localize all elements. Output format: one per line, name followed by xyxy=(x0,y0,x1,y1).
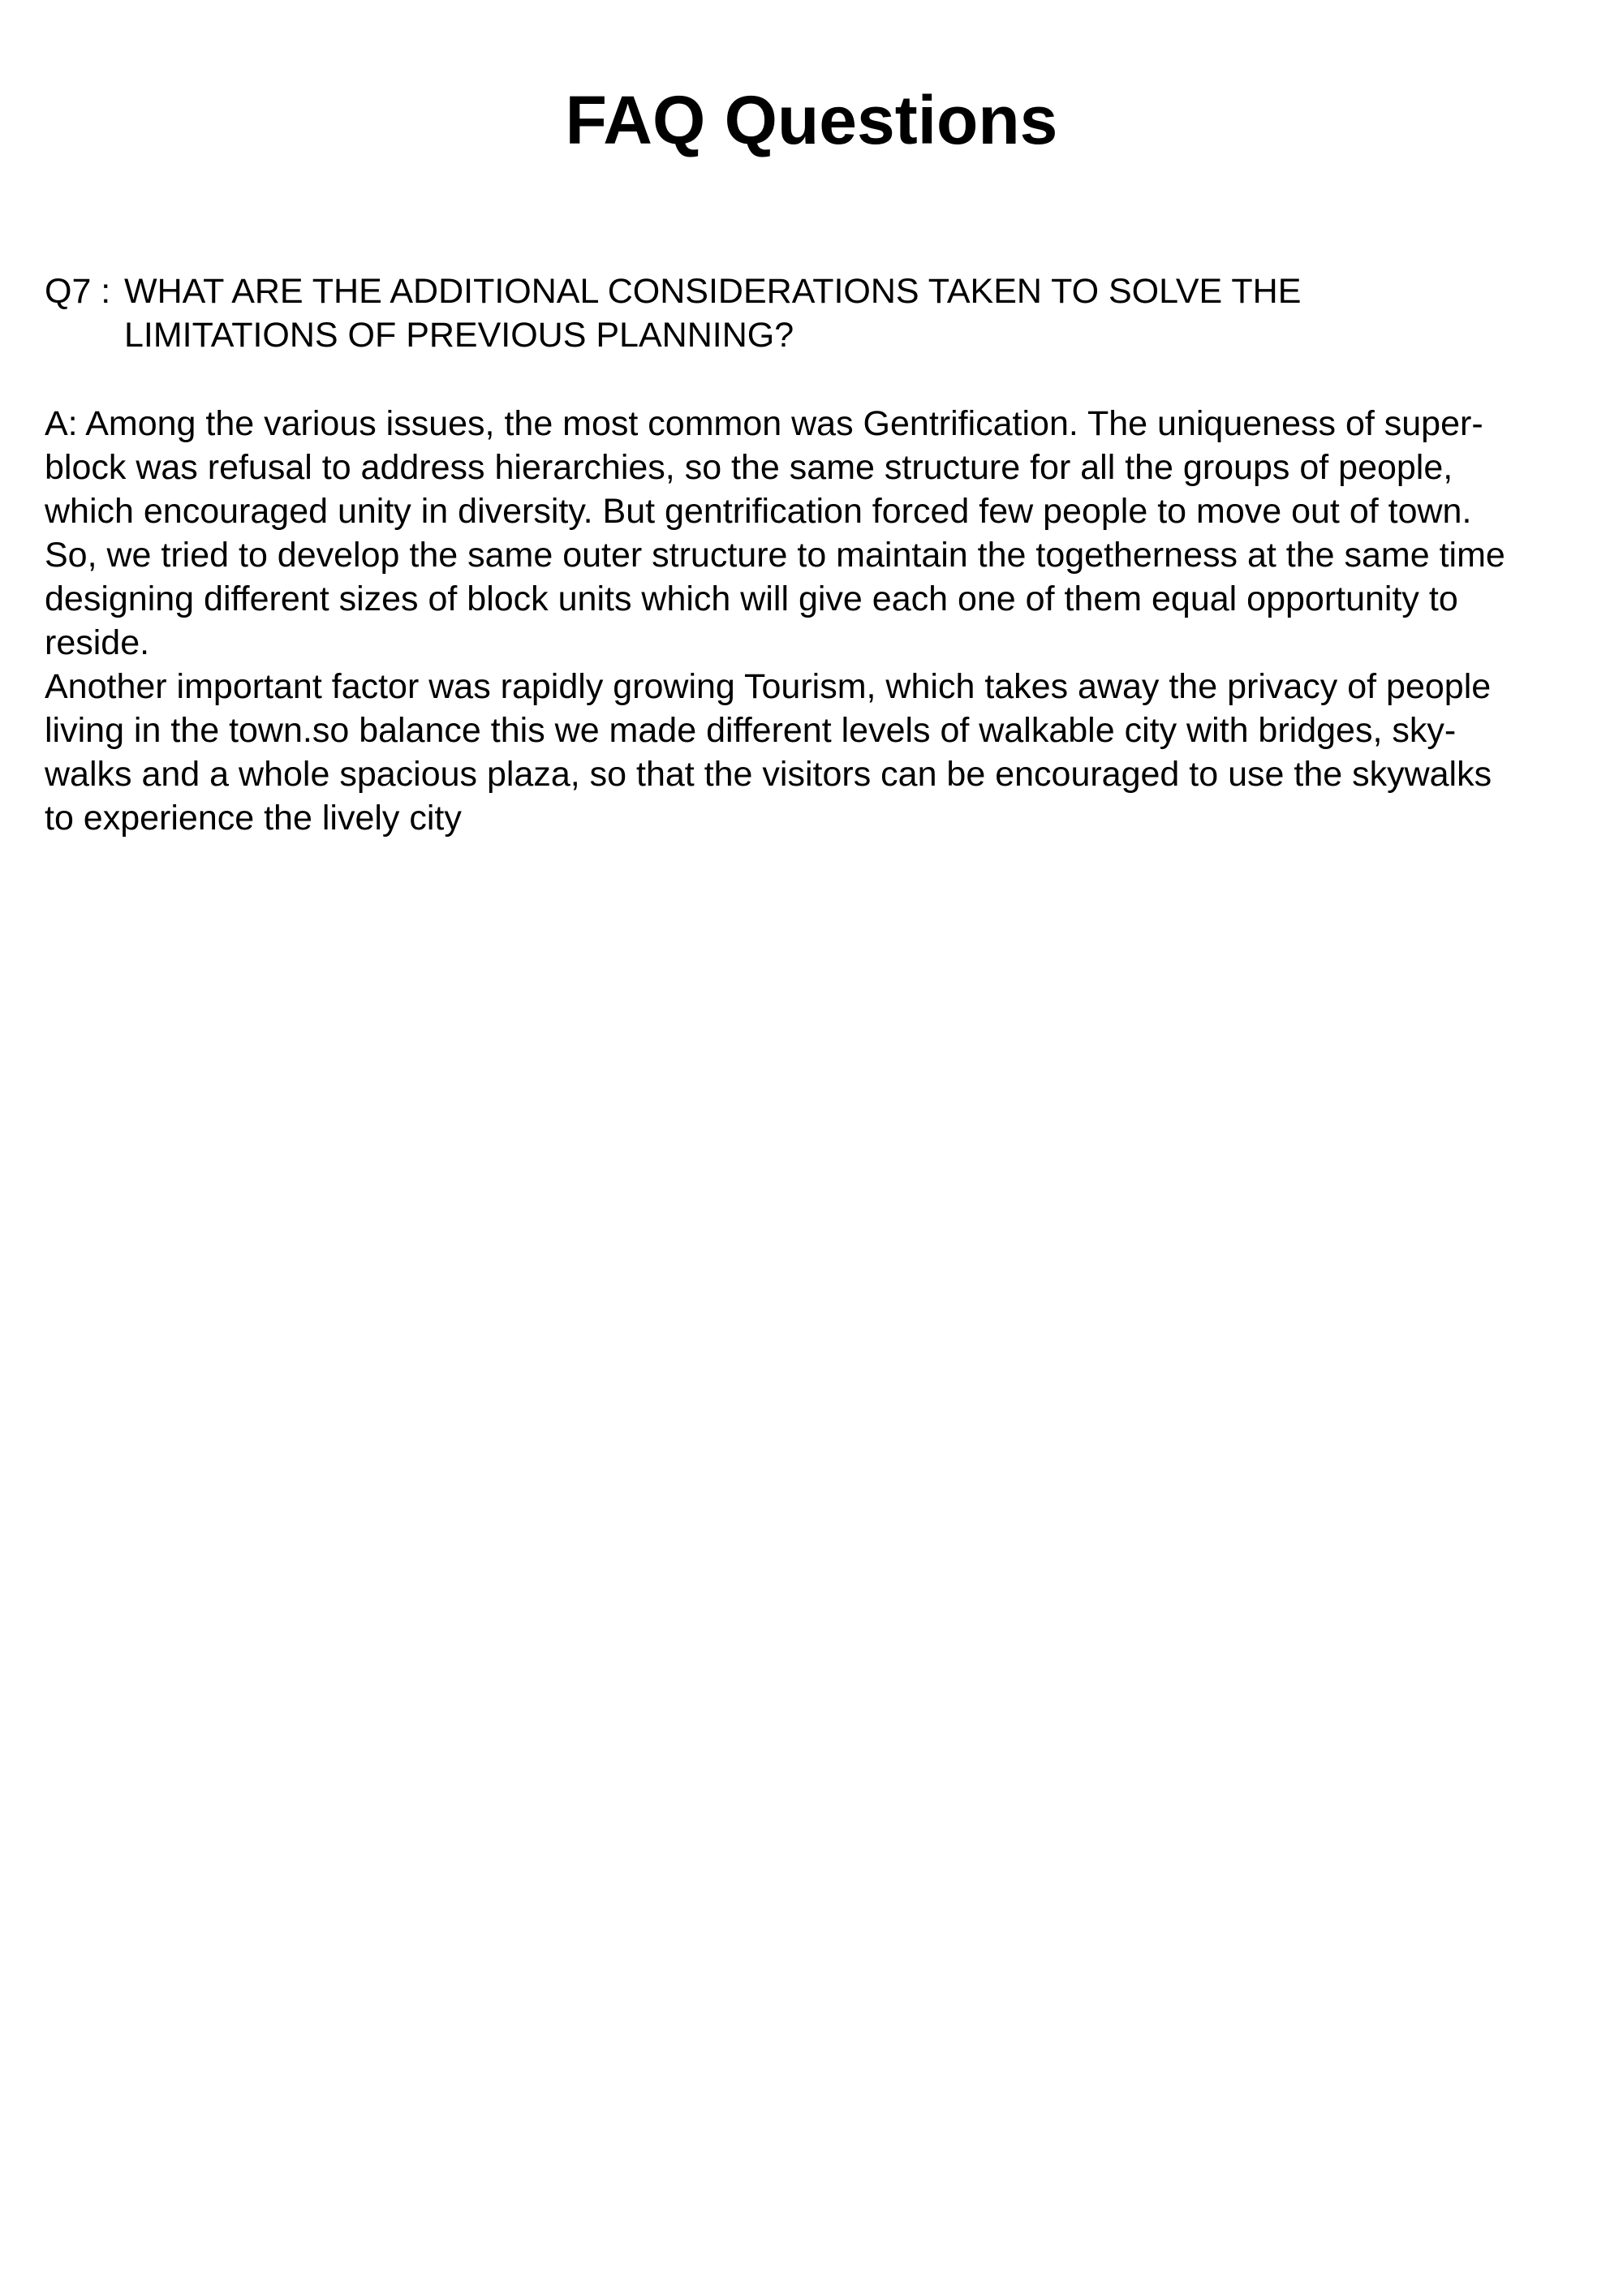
answer-line: reside. xyxy=(45,623,150,662)
answer-line: Another important factor was rapidly growing Tourism, which takes away the privacy of people xyxy=(45,667,1492,706)
answer-line: living in the town.so balance this we made different levels of walkable city with bridges, sky- xyxy=(45,711,1457,750)
answer-line: which encouraged unity in diversity. But gentrification forced few people to move out of town. xyxy=(45,492,1472,531)
faq-answer xyxy=(45,402,1586,840)
faq-question xyxy=(45,269,1586,357)
answer-line: A: Among the various issues, the most common was Gentrification. The uniqueness of super- xyxy=(45,404,1483,443)
answer-line: walks and a whole spacious plaza, so that the visitors can be encouraged to use the skywalks xyxy=(45,755,1492,794)
answer-line: designing different sizes of block units which will give each one of them equal opportunity to xyxy=(45,579,1458,618)
answer-line: block was refusal to address hierarchies, so the same structure for all the groups of people, xyxy=(45,448,1453,487)
answer-line: to experience the lively city xyxy=(45,799,462,838)
answer-line: So, we tried to develop the same outer structure to maintain the togetherness at the same time xyxy=(45,536,1505,575)
question-text: WHAT ARE THE ADDITIONAL CONSIDERATIONS TAKEN TO SOLVE THE LIMITATIONS OF PREVIOUS PLANNING? xyxy=(124,272,1302,355)
page-title: FAQ Questions xyxy=(565,82,1058,158)
question-number-label: Q7 : xyxy=(45,272,121,311)
